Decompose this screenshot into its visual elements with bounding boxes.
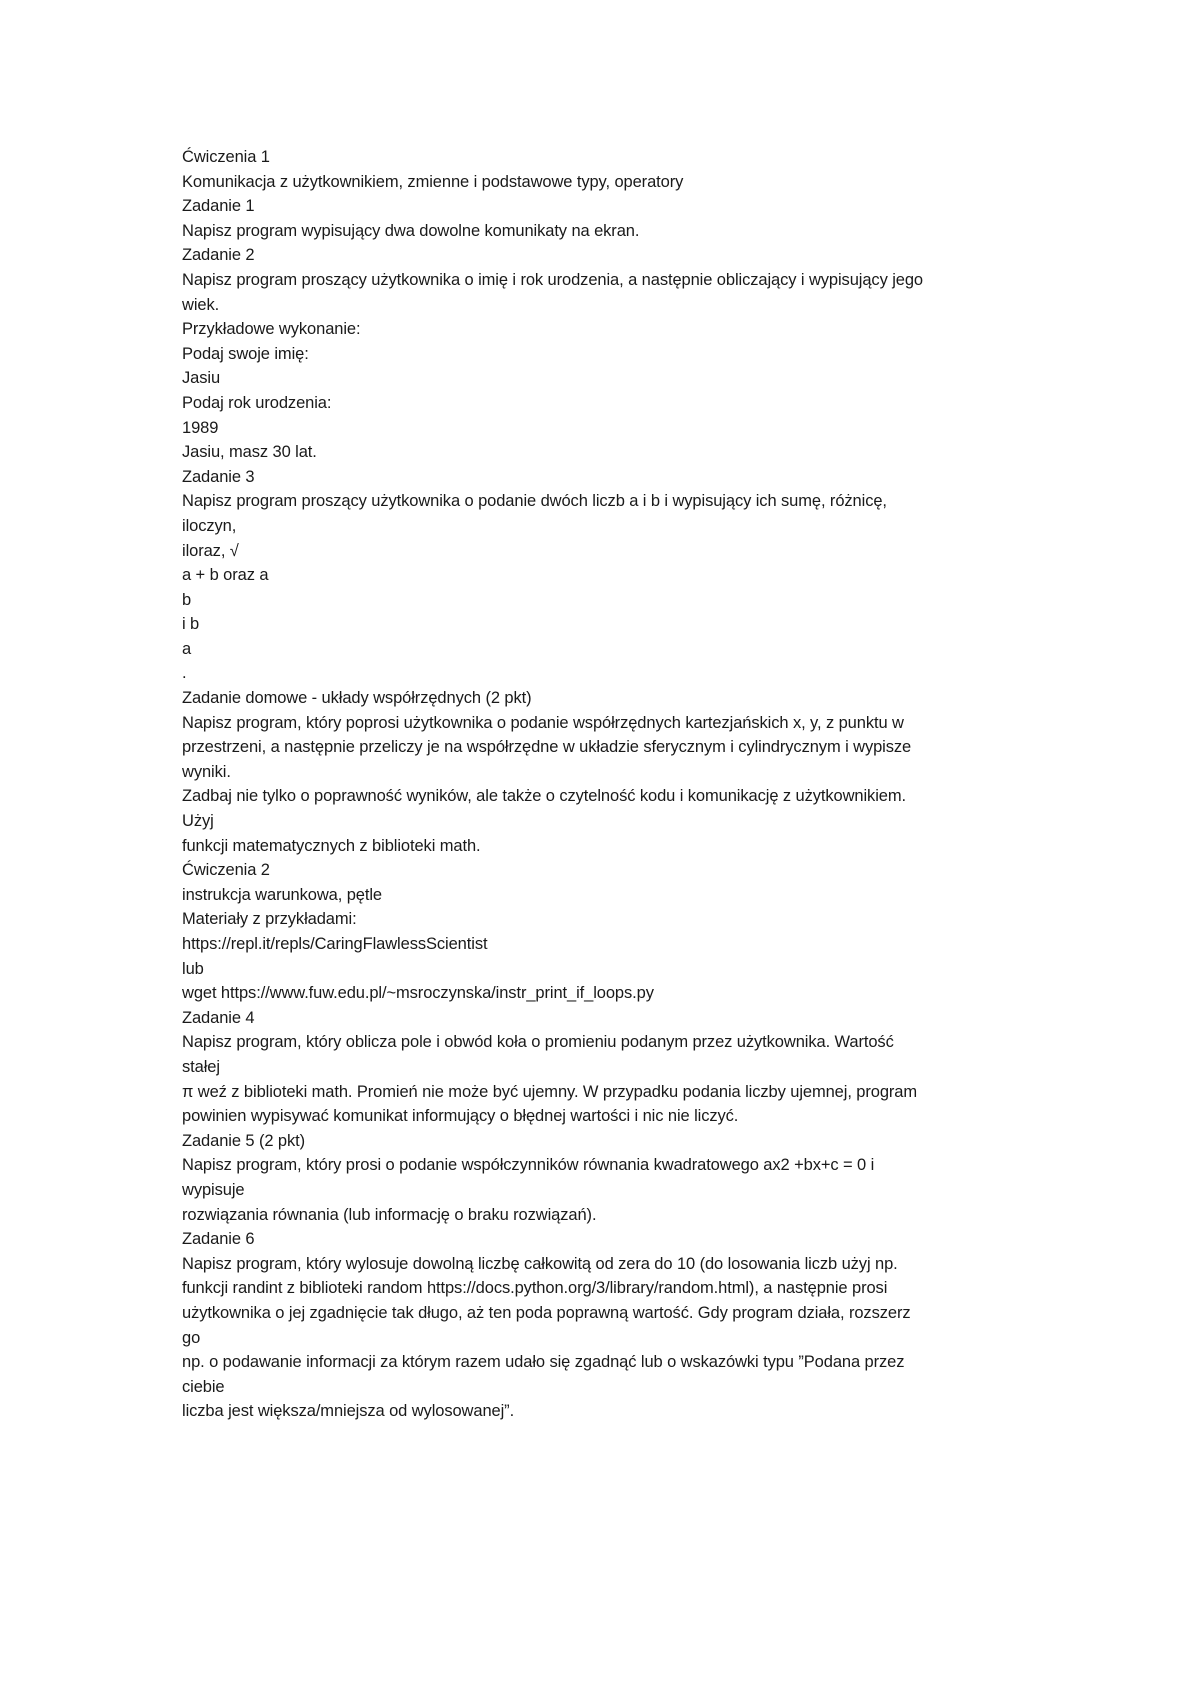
section-subtitle: instrukcja warunkowa, pętle	[182, 885, 382, 904]
task-text: go	[182, 1328, 201, 1347]
task-heading: Zadanie 1	[182, 197, 255, 216]
task-heading: Zadanie 4	[182, 1008, 255, 1027]
task-text: powinien wypisywać komunikat informujący o błędnej wartości i nic nie liczyć.	[182, 1107, 739, 1126]
document-body	[182, 145, 1042, 1424]
task-heading: Zadanie 6	[182, 1230, 255, 1249]
task-text: a	[182, 639, 192, 658]
task-text: stałej	[182, 1057, 220, 1076]
task-text: a + b oraz a	[182, 566, 269, 585]
example-line: Podaj rok urodzenia:	[182, 393, 332, 412]
task-text: Użyj	[182, 812, 214, 831]
task-text: funkcji matematycznych z biblioteki math.	[182, 836, 481, 855]
task-text: Napisz program proszący użytkownika o podanie dwóch liczb a i b i wypisujący ich sumę, różnicę,	[182, 492, 887, 511]
task-text: Zadbaj nie tylko o poprawność wyników, ale także o czytelność kodu i komunikację z użytkownikiem.	[182, 787, 906, 806]
task-text: Napisz program wypisujący dwa dowolne komunikaty na ekran.	[182, 221, 640, 240]
task-text: Napisz program, który oblicza pole i obwód koła o promieniu podanym przez użytkownika. Wartość	[182, 1033, 894, 1052]
materials-link: https://repl.it/repls/CaringFlawlessScientist	[182, 935, 488, 953]
task-text: b	[182, 590, 192, 609]
task-text: wiek.	[182, 295, 220, 314]
task-text: iloraz, √	[182, 541, 239, 560]
task-heading: Zadanie domowe - układy współrzędnych (2 pkt)	[182, 689, 532, 708]
task-heading: Zadanie 5 (2 pkt)	[182, 1131, 306, 1150]
example-line: Jasiu, masz 30 lat.	[182, 443, 317, 462]
example-line: Podaj swoje imię:	[182, 344, 309, 363]
materials-text: lub	[182, 959, 204, 978]
task-text: iloczyn,	[182, 516, 237, 535]
example-line: Jasiu	[182, 369, 221, 388]
task-text: przestrzeni, a następnie przeliczy je na współrzędne w układzie sferycznym i cylindrycznym i wypisze	[182, 738, 912, 757]
task-text: funkcji randint z biblioteki random https://docs.python.org/3/library/random.html), a następnie prosi	[182, 1279, 888, 1298]
task-heading: Zadanie 2	[182, 246, 255, 265]
task-text: użytkownika o jej zgadnięcie tak długo, aż ten poda poprawną wartość. Gdy program działa, rozszerz	[182, 1303, 911, 1322]
example-line: 1989	[182, 418, 219, 437]
task-text: liczba jest większa/mniejsza od wylosowanej”.	[182, 1402, 515, 1421]
task-text: wypisuje	[182, 1180, 245, 1199]
section-heading: Ćwiczenia 1	[182, 148, 270, 166]
task-text: i b	[182, 615, 200, 634]
task-text: Napisz program, który prosi o podanie współczynników równania kwadratowego ax2 +bx+c = 0 i	[182, 1156, 875, 1175]
task-text: ciebie	[182, 1377, 225, 1396]
materials-label: Materiały z przykładami:	[182, 910, 357, 929]
task-text: np. o podawanie informacji za którym razem udało się zgadnąć lub o wskazówki typu ”Podana przez	[182, 1353, 905, 1372]
example-label: Przykładowe wykonanie:	[182, 320, 361, 339]
task-text: .	[182, 664, 187, 683]
section-heading: Ćwiczenia 2	[182, 861, 270, 880]
task-heading: Zadanie 3	[182, 467, 255, 486]
section-subtitle: Komunikacja z użytkownikiem, zmienne i podstawowe typy, operatory	[182, 172, 684, 191]
materials-command: wget https://www.fuw.edu.pl/~msroczynska/instr_print_if_loops.py	[182, 984, 654, 1003]
task-text: wyniki.	[182, 762, 231, 781]
task-text: Napisz program, który wylosuje dowolną liczbę całkowitą od zera do 10 (do losowania liczb użyj np.	[182, 1254, 898, 1273]
task-text: rozwiązania równania (lub informację o braku rozwiązań).	[182, 1205, 597, 1224]
task-text: Napisz program proszący użytkownika o imię i rok urodzenia, a następnie obliczający i wypisujący jego	[182, 270, 923, 289]
task-text: π weź z biblioteki math. Promień nie może być ujemny. W przypadku podania liczby ujemnej, program	[182, 1082, 918, 1101]
task-text: Napisz program, który poprosi użytkownika o podanie współrzędnych kartezjańskich x, y, z punktu w	[182, 713, 904, 732]
